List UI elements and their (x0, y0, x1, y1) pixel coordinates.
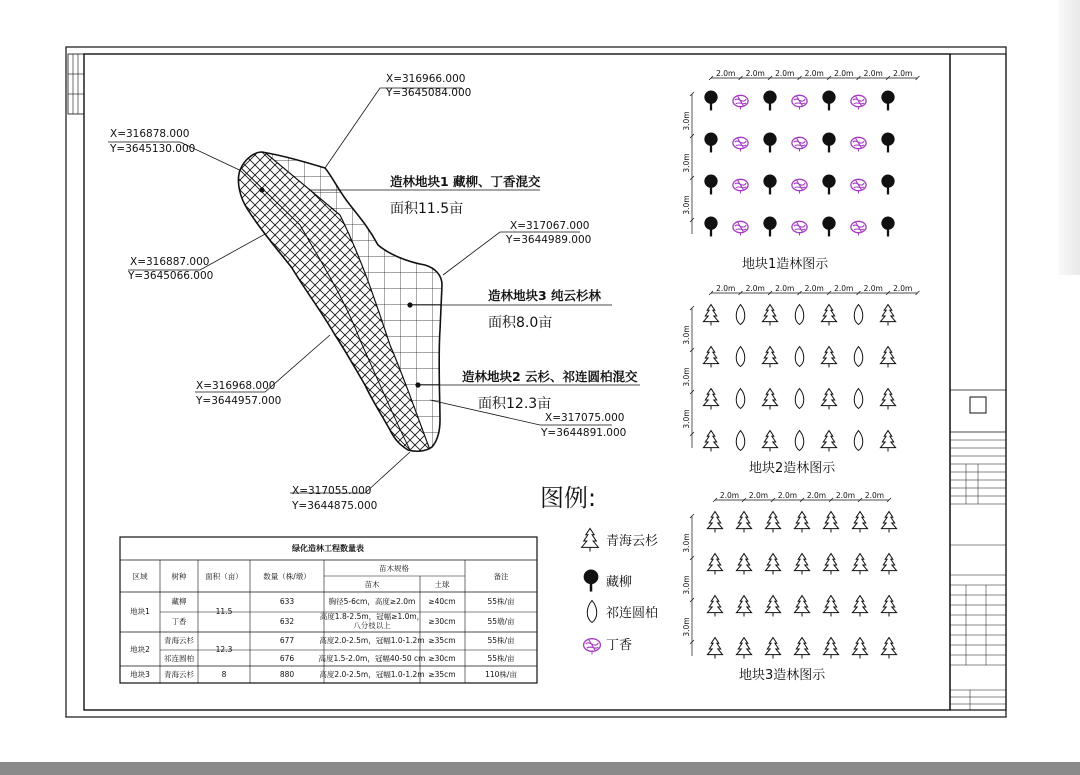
coord-y: Y=3645066.000 (128, 270, 214, 282)
spruce-icon (821, 431, 836, 452)
spruce-icon (765, 596, 780, 617)
juniper-icon (854, 431, 863, 451)
cell-note: 55墩/亩 (487, 617, 515, 626)
legend-label-juniper: 祁连圆柏 (606, 606, 659, 621)
willow-icon (704, 133, 717, 153)
dim-spacing-label: 2.0m (745, 284, 765, 293)
juniper-icon (795, 347, 804, 367)
spruce-icon (703, 347, 718, 368)
spruce-icon (707, 512, 722, 533)
juniper-icon (795, 305, 804, 325)
spruce-icon (736, 596, 751, 617)
dim-spacing-label: 2.0m (775, 69, 795, 78)
dim-spacing-label: 2.0m (804, 69, 824, 78)
cell-count: 676 (279, 654, 295, 663)
spruce-icon (762, 431, 777, 452)
cell-area: 地块3 (130, 670, 150, 679)
spruce-icon (765, 554, 780, 575)
spruce-icon (762, 347, 777, 368)
spruce-icon (880, 389, 895, 410)
willow-icon (822, 175, 835, 195)
willow-icon (704, 175, 717, 195)
spruce-icon (765, 638, 780, 659)
spruce-icon (736, 554, 751, 575)
dim-row-label: 3.0m (682, 153, 691, 173)
lilac-icon (851, 95, 866, 109)
lilac-icon (792, 221, 807, 235)
cell-seedling: 胸径5-6cm，高度≥2.0m (328, 597, 416, 606)
dim-spacing-label: 2.0m (893, 284, 913, 293)
coord-x: X=317067.000 (510, 220, 590, 232)
planting-diagrams (682, 69, 920, 658)
juniper-icon (854, 347, 863, 367)
dim-spacing-label: 2.0m (716, 69, 736, 78)
cell-note: 55株/亩 (487, 636, 515, 645)
dim-row-label: 3.0m (682, 533, 691, 553)
coord-y: Y=3644891.000 (541, 427, 627, 439)
juniper-icon (736, 305, 745, 325)
dim-row-label: 3.0m (682, 367, 691, 387)
spruce-icon (703, 389, 718, 410)
cell-area: 地块1 (130, 607, 150, 616)
willow-icon (822, 133, 835, 153)
dim-spacing-label: 2.0m (806, 491, 827, 500)
spruce-icon (880, 305, 895, 326)
spruce-icon (852, 512, 867, 533)
legend (540, 484, 658, 654)
title-block (950, 54, 1006, 710)
coord-x: X=316887.000 (130, 256, 210, 268)
lilac-icon (851, 221, 866, 235)
legend-label-spruce: 青海云杉 (606, 534, 659, 549)
spruce-icon (880, 347, 895, 368)
coord-x: X=316968.000 (196, 380, 276, 392)
th-soil: 土球 (434, 580, 450, 589)
plot1-area: 面积11.5亩 (390, 201, 464, 217)
cell-soil: ≥35cm (428, 670, 456, 679)
juniper-icon (736, 347, 745, 367)
dim-row-label: 3.0m (682, 325, 691, 345)
spruce-icon (582, 528, 599, 551)
lilac-icon (733, 179, 748, 193)
cell-note: 55株/亩 (487, 654, 515, 663)
dim-row-label: 3.0m (682, 111, 691, 131)
cell-species: 藏柳 (171, 597, 187, 606)
spruce-icon (823, 554, 838, 575)
cell-area: 地块2 (130, 645, 150, 654)
juniper-icon (795, 389, 804, 409)
legend-title: 图例: (540, 484, 597, 512)
lilac-icon (851, 137, 866, 151)
willow-icon (704, 217, 717, 237)
cell-seedling: 高度1.8-2.5m，冠幅≥1.0m，八分枝以上 (319, 612, 425, 630)
lilac-icon (733, 221, 748, 235)
cell-species: 丁香 (171, 617, 187, 626)
cell-count: 880 (279, 670, 295, 679)
willow-icon (881, 133, 894, 153)
juniper-icon (854, 305, 863, 325)
willow-icon (881, 91, 894, 111)
cell-count: 677 (279, 636, 295, 645)
dim-spacing-label: 2.0m (893, 69, 913, 78)
th-spec: 苗木规格 (379, 564, 409, 573)
spruce-icon (794, 596, 809, 617)
dim-spacing-label: 2.0m (748, 491, 769, 500)
binding-strip (68, 54, 84, 114)
spruce-icon (881, 596, 896, 617)
spruce-icon (852, 596, 867, 617)
plot2-label: 造林地块2 云杉、祁连圆柏混交 (462, 369, 638, 384)
spruce-icon (823, 512, 838, 533)
coord-x: X=316966.000 (386, 73, 466, 85)
dim-spacing-label: 2.0m (745, 69, 765, 78)
plot1-label: 造林地块1 藏柳、丁香混交 (390, 174, 541, 189)
lilac-icon (792, 137, 807, 151)
willow-icon (822, 91, 835, 111)
spruce-icon (821, 389, 836, 410)
willow-icon (763, 91, 776, 111)
juniper-icon (854, 389, 863, 409)
dim-spacing-label: 2.0m (863, 284, 883, 293)
spruce-icon (881, 512, 896, 533)
spruce-icon (794, 554, 809, 575)
spruce-icon (762, 389, 777, 410)
dim-row-label: 3.0m (682, 195, 691, 215)
dim-spacing-label: 2.0m (777, 491, 798, 500)
spruce-icon (707, 596, 722, 617)
legend-label-lilac: 丁香 (606, 638, 633, 653)
coord-x: X=317075.000 (545, 412, 625, 424)
plot1-planting-title: 地块1造林图示 (742, 257, 829, 272)
spruce-icon (821, 305, 836, 326)
cell-species: 祁连圆柏 (164, 654, 194, 663)
spruce-icon (765, 512, 780, 533)
coord-x: X=316878.000 (110, 128, 190, 140)
coord-y: Y=3645130.000 (110, 143, 196, 155)
willow-icon (704, 91, 717, 111)
cell-seedling: 高度2.0-2.5m，冠幅1.0-1.2m (319, 636, 425, 645)
willow-icon (763, 133, 776, 153)
coord-y: Y=3644989.000 (506, 234, 592, 246)
page-edge-shadow (1058, 0, 1080, 275)
spruce-icon (880, 431, 895, 452)
spruce-icon (736, 638, 751, 659)
cell-seedling: 高度1.5-2.0m，冠幅40-50 cm (318, 654, 426, 663)
cell-soil: ≥30cm (428, 617, 456, 626)
th-count: 数量（株/墩） (263, 572, 311, 581)
willow-icon (822, 217, 835, 237)
coord-y: Y=3645084.000 (386, 87, 472, 99)
cell-size: 8 (221, 670, 227, 679)
lilac-icon (733, 95, 748, 109)
plot2-area: 面积12.3亩 (478, 396, 552, 412)
spruce-icon (736, 512, 751, 533)
dim-row-label: 3.0m (682, 617, 691, 637)
juniper-icon (736, 389, 745, 409)
dim-spacing-label: 2.0m (804, 284, 824, 293)
juniper-icon (795, 431, 804, 451)
spruce-icon (762, 305, 777, 326)
dim-spacing-label: 2.0m (863, 69, 883, 78)
coord-y: Y=3644957.000 (196, 395, 282, 407)
coord-x: X=317055.000 (292, 485, 372, 497)
dim-row-label: 3.0m (682, 409, 691, 429)
cell-species: 青海云杉 (164, 670, 194, 679)
spruce-icon (821, 347, 836, 368)
dim-spacing-label: 2.0m (716, 284, 736, 293)
th-area: 区域 (132, 572, 148, 581)
spruce-icon (794, 638, 809, 659)
th-seedling: 苗木 (364, 580, 380, 589)
lilac-icon (733, 137, 748, 151)
lilac-icon (584, 639, 601, 655)
spruce-icon (707, 554, 722, 575)
plot3-area: 面积8.0亩 (488, 315, 553, 331)
spruce-icon (794, 512, 809, 533)
cell-soil: ≥35cm (428, 636, 456, 645)
plot3-planting-title: 地块3造林图示 (739, 668, 826, 683)
cell-note: 55株/亩 (487, 597, 515, 606)
dim-spacing-label: 2.0m (835, 491, 856, 500)
th-note: 备注 (493, 572, 509, 581)
lilac-icon (851, 179, 866, 193)
spruce-icon (881, 638, 896, 659)
dim-spacing-label: 2.0m (719, 491, 740, 500)
cell-count: 633 (279, 597, 295, 606)
cell-size: 11.5 (215, 607, 233, 616)
th-size: 面积（亩） (205, 572, 243, 581)
cell-size: 12.3 (215, 645, 233, 654)
lilac-icon (792, 179, 807, 193)
juniper-icon (736, 431, 745, 451)
cell-count: 632 (279, 617, 295, 626)
willow-icon (881, 175, 894, 195)
table-title: 绿化造林工程数量表 (292, 544, 364, 553)
dim-row-label: 3.0m (682, 575, 691, 595)
spruce-icon (852, 554, 867, 575)
willow-icon (584, 570, 599, 592)
spruce-icon (707, 638, 722, 659)
spruce-icon (823, 596, 838, 617)
willow-icon (763, 217, 776, 237)
cell-note: 110株/亩 (485, 670, 517, 679)
spruce-icon (703, 431, 718, 452)
cell-soil: ≥40cm (428, 597, 456, 606)
dim-spacing-label: 2.0m (834, 284, 854, 293)
cell-species: 青海云杉 (164, 636, 194, 645)
plot2-planting-title: 地块2造林图示 (749, 461, 836, 476)
lilac-icon (792, 95, 807, 109)
dim-spacing-label: 2.0m (864, 491, 885, 500)
title-block-square (970, 397, 986, 413)
willow-icon (881, 217, 894, 237)
spruce-icon (852, 638, 867, 659)
spruce-icon (823, 638, 838, 659)
bottom-bar (0, 762, 1080, 775)
th-species: 树种 (171, 572, 187, 581)
willow-icon (763, 175, 776, 195)
cell-soil: ≥30cm (428, 654, 456, 663)
dim-spacing-label: 2.0m (775, 284, 795, 293)
quantity-table (120, 537, 537, 683)
juniper-icon (587, 600, 596, 622)
spruce-icon (881, 554, 896, 575)
spruce-icon (703, 305, 718, 326)
dim-spacing-label: 2.0m (834, 69, 854, 78)
cell-seedling: 高度2.0-2.5m，冠幅1.0-1.2m (319, 670, 425, 679)
plot3-label: 造林地块3 纯云杉林 (488, 288, 602, 303)
coord-y: Y=3644875.000 (292, 500, 378, 512)
legend-label-willow: 藏柳 (606, 575, 633, 590)
